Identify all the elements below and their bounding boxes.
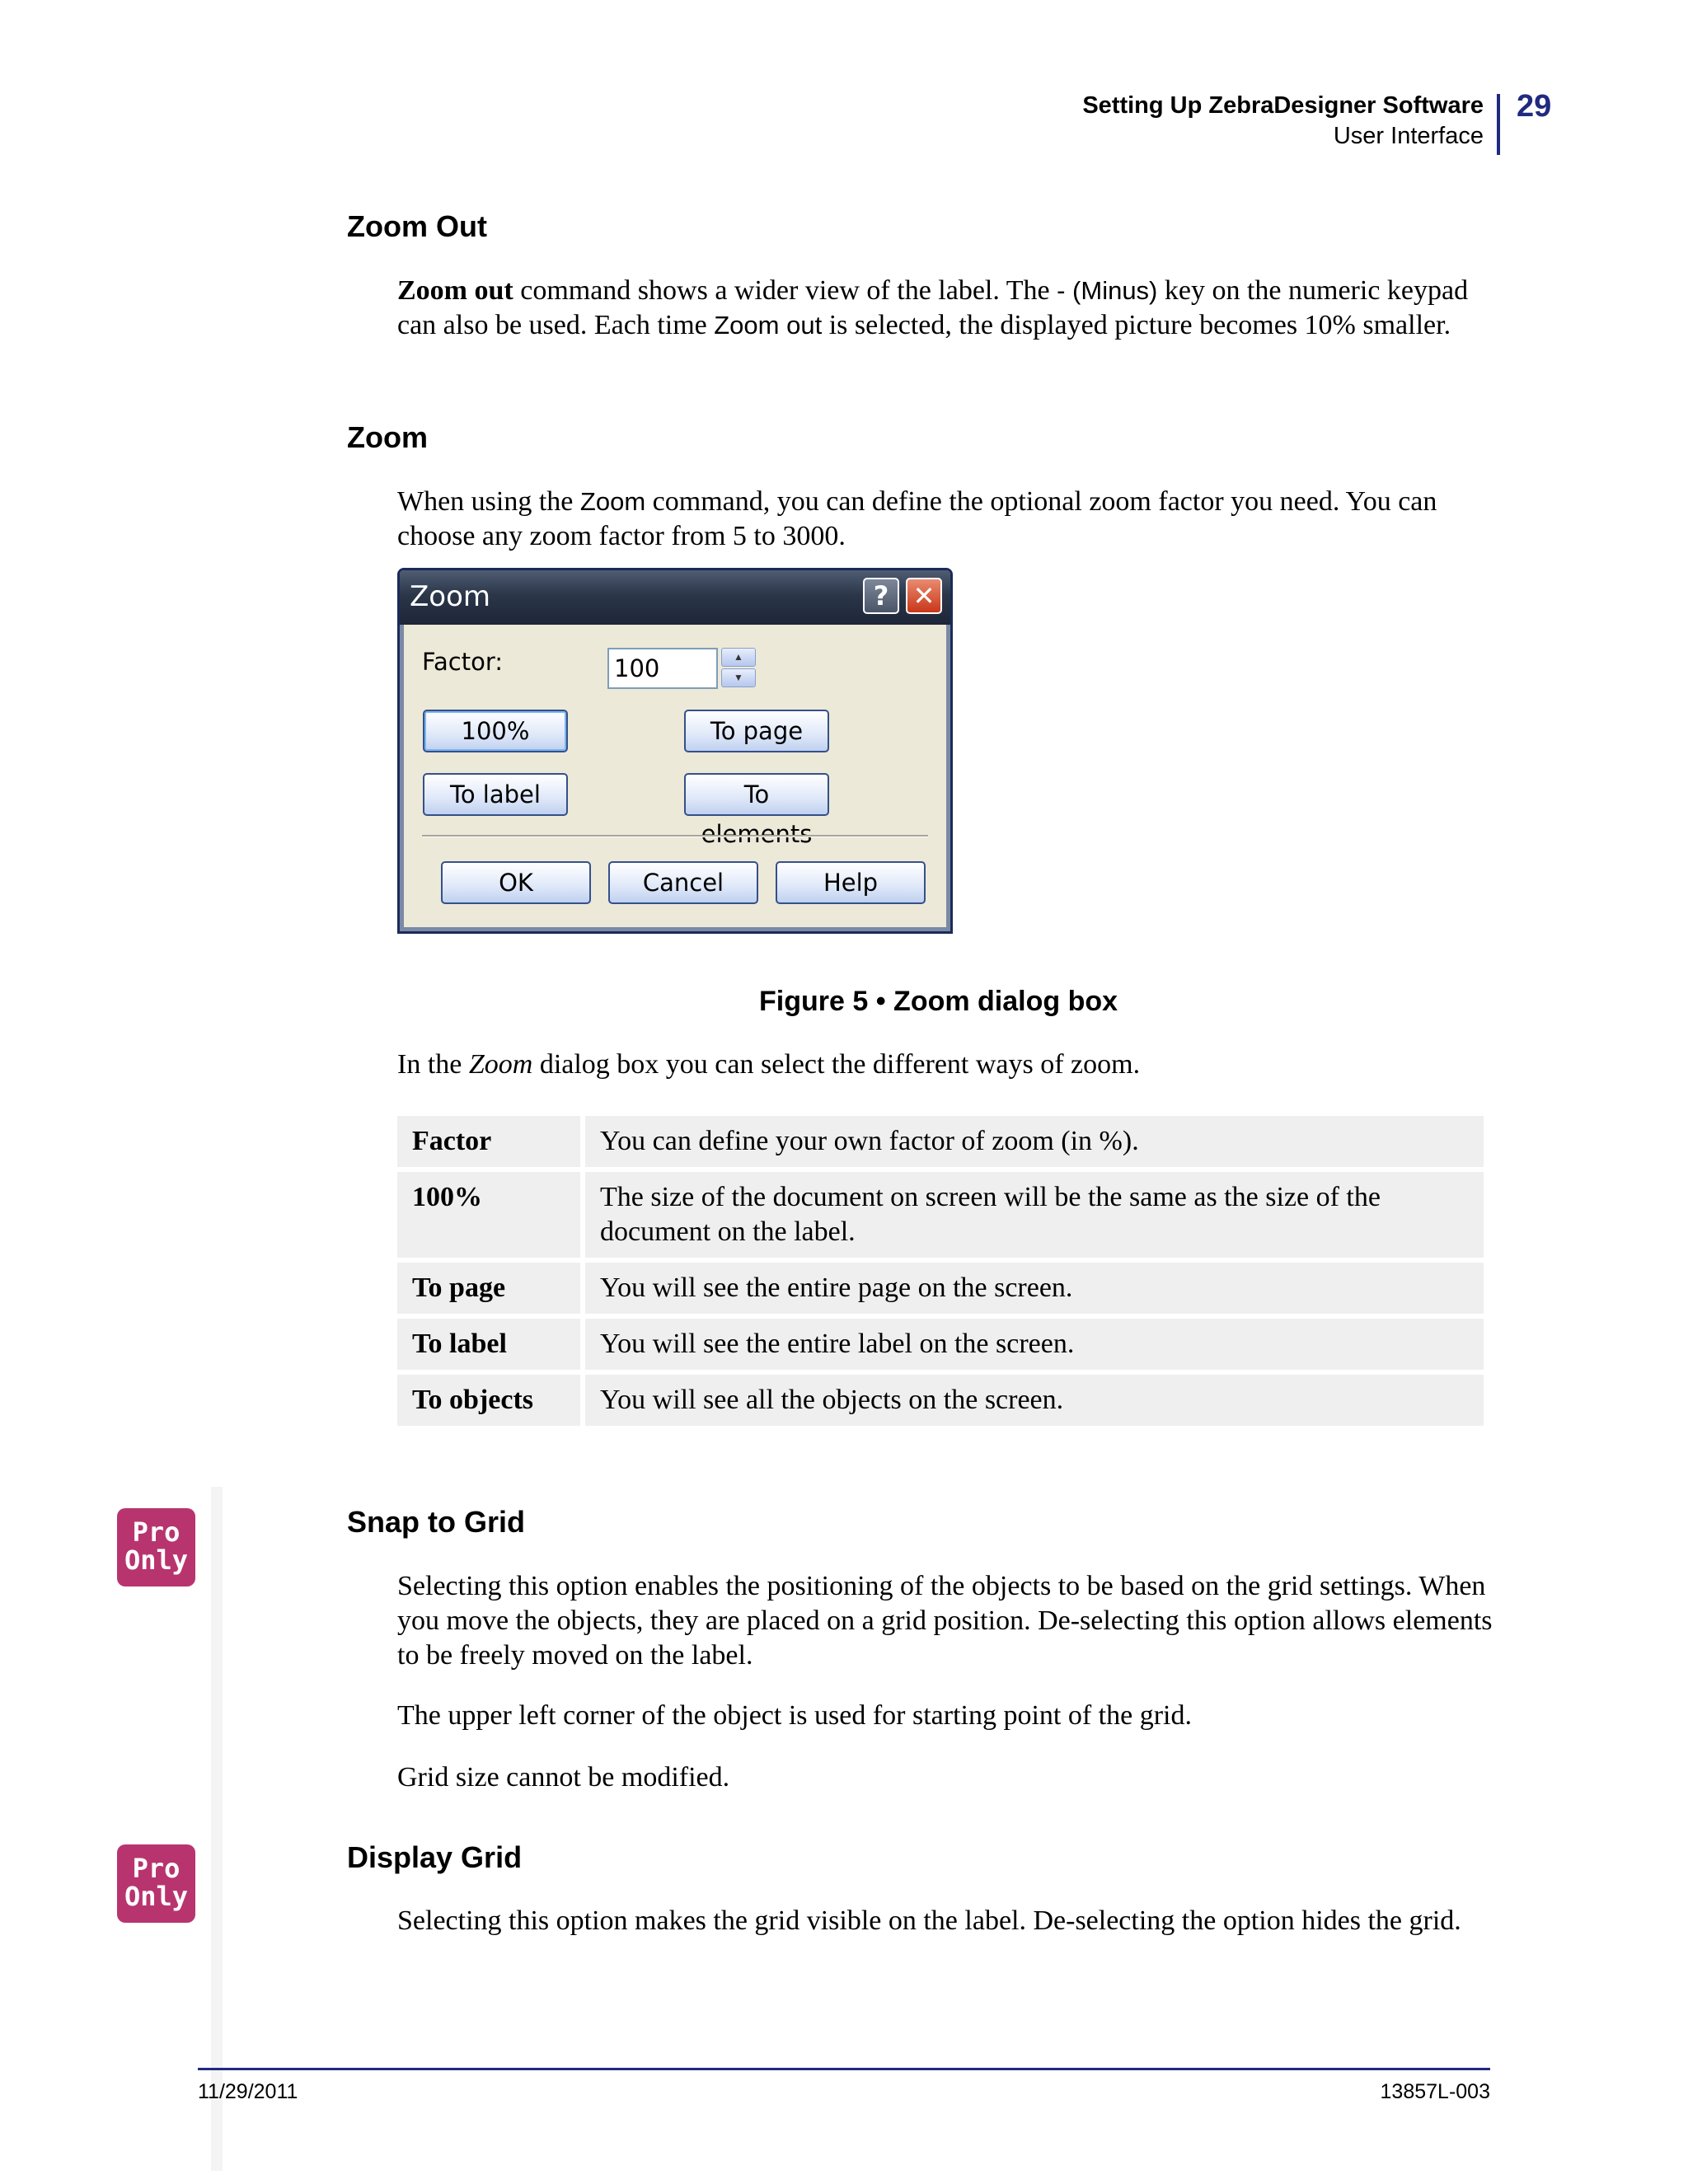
dialog-separator: [422, 835, 928, 837]
footer-doc-id: 13857L-003: [1380, 2080, 1490, 2103]
button-100-percent[interactable]: 100%: [423, 710, 568, 752]
display-grid-paragraph: Selecting this option makes the grid visible on the label. De-selecting the option hides the grid.: [397, 1905, 1461, 1936]
zoom-paragraph: [397, 485, 1493, 554]
heading-zoom: Zoom: [347, 420, 428, 454]
table-row: [397, 1116, 1484, 1167]
table-key: To page: [397, 1263, 580, 1314]
table-row: [397, 1375, 1484, 1426]
button-ok[interactable]: OK: [441, 861, 591, 904]
snap-paragraph-3: Grid size cannot be modified.: [397, 1762, 730, 1793]
zoom-text-2: command, you can define the optional zoom factor you need. You can choose any zoom factor from 5 to 3000.: [397, 486, 1437, 551]
heading-snap-to-grid: Snap to Grid: [347, 1505, 525, 1539]
zoom-out-bold: Zoom out: [397, 275, 513, 306]
minus-key: - (Minus): [1057, 276, 1158, 305]
zoom-dialog: [397, 568, 953, 934]
heading-display-grid: Display Grid: [347, 1840, 523, 1874]
badge-line-2: Only: [124, 1544, 189, 1576]
zoom-out-paragraph: [397, 274, 1493, 343]
table-key: To objects: [397, 1375, 580, 1426]
heading-zoom-out: Zoom Out: [347, 209, 487, 243]
snap-paragraph-1: Selecting this option enables the positioning of the objects to be based on the grid settings. When you move the objects, they are placed on a grid position. De-selecting this option allows elements to be freely moved on the label.: [397, 1571, 1493, 1671]
dialog-body: [400, 625, 950, 931]
badge-line-1: Pro: [132, 1516, 181, 1548]
intro-emphasis: Zoom: [468, 1049, 533, 1080]
figure-caption: Figure 5 • Zoom dialog box: [759, 986, 1118, 1017]
pro-only-badge: [117, 1844, 195, 1923]
snap-paragraph-2: The upper left corner of the object is used for starting point of the grid.: [397, 1700, 1192, 1731]
dialog-titlebar: [400, 570, 950, 625]
zoom-out-text-2: key on the numeric keypad can also be used. Each time: [397, 275, 1469, 340]
dialog-title: Zoom: [410, 580, 491, 613]
button-help[interactable]: Help: [776, 861, 926, 904]
spin-up-icon[interactable]: ▲: [721, 648, 756, 667]
table-desc: You will see all the objects on the screen.: [585, 1375, 1484, 1426]
zoom-out-text-1: command shows a wider view of the label. The: [513, 275, 1057, 306]
table-row: [397, 1319, 1484, 1370]
intro-text-1: In the: [397, 1049, 469, 1080]
help-icon[interactable]: ?: [863, 578, 899, 614]
factor-label: Factor:: [422, 648, 504, 676]
footer-rule: [198, 2068, 1490, 2070]
section-title: User Interface: [1333, 123, 1484, 149]
button-to-elements[interactable]: To elements: [684, 773, 829, 816]
zoom-options-table: [392, 1111, 1489, 1431]
button-to-page[interactable]: To page: [684, 710, 829, 752]
spin-down-icon[interactable]: ▼: [721, 668, 756, 687]
running-header: [1082, 91, 1484, 152]
footer-date: 11/29/2011: [198, 2080, 298, 2103]
chapter-title: Setting Up ZebraDesigner Software: [1082, 92, 1484, 119]
zoom-out-text-3: is selected, the displayed picture becomes 10% smaller.: [822, 310, 1451, 340]
factor-spinner[interactable]: [721, 648, 756, 689]
button-cancel[interactable]: Cancel: [608, 861, 758, 904]
intro-text-2: dialog box you can select the different ways of zoom.: [532, 1049, 1141, 1080]
table-row: [397, 1263, 1484, 1314]
table-row: [397, 1172, 1484, 1258]
intro-paragraph: [397, 1047, 1493, 1082]
table-desc: The size of the document on screen will be the same as the size of the document on the label.: [585, 1172, 1484, 1258]
zoom-cmd: Zoom: [579, 487, 646, 516]
page-number: 29: [1517, 89, 1552, 124]
badge-line-2: Only: [124, 1881, 189, 1912]
table-key: Factor: [397, 1116, 580, 1167]
table-desc: You will see the entire page on the screen.: [585, 1263, 1484, 1314]
table-desc: You will see the entire label on the screen.: [585, 1319, 1484, 1370]
pro-only-badge: [117, 1508, 195, 1586]
header-divider: [1497, 94, 1500, 155]
table-key: 100%: [397, 1172, 580, 1258]
zoom-text-1: When using the: [397, 486, 580, 517]
zoom-out-cmd: Zoom out: [714, 311, 823, 340]
table-key: To label: [397, 1319, 580, 1370]
table-desc: You can define your own factor of zoom (in %).: [585, 1116, 1484, 1167]
close-icon[interactable]: ✕: [906, 578, 942, 614]
badge-line-1: Pro: [132, 1853, 181, 1884]
button-to-label[interactable]: To label: [423, 773, 568, 816]
factor-input[interactable]: 100: [607, 648, 718, 689]
